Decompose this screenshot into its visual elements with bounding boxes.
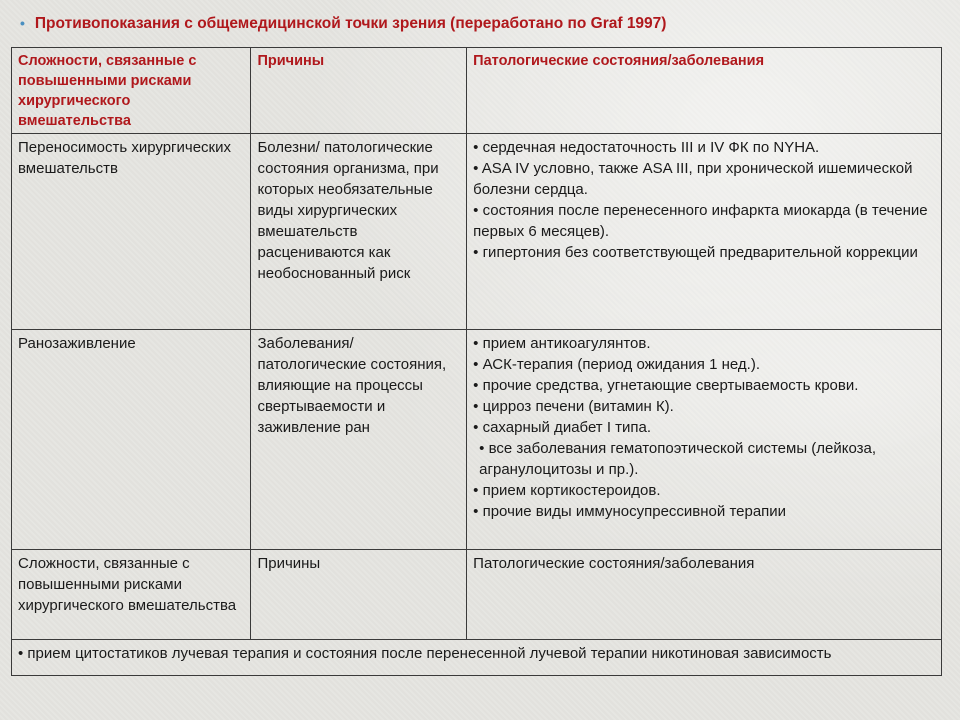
contraindications-table	[11, 47, 942, 676]
slide-title	[20, 14, 940, 34]
list-item: • сердечная недостаточность III и IV ФК по NYHA.	[473, 139, 820, 156]
list-item: • прочие средства, угнетающие свертываемость крови.	[473, 377, 859, 394]
list-item: • гипертония без соответствующей предварительной коррекции	[473, 244, 918, 261]
header-causes: Причины	[251, 48, 467, 134]
cell-conditions	[467, 134, 942, 330]
list-item: • состояния после перенесенного инфаркта миокарда (в течение первых 6 месяцев).	[473, 202, 928, 240]
list-item: • прием кортикостероидов.	[473, 482, 661, 499]
cell-cause: Болезни/ патологические состояния организма, при которых необязательные виды хирургических вмешательств расцениваются как необоснованный риск	[251, 134, 467, 330]
table-row	[12, 550, 942, 640]
table-footer-row	[12, 640, 942, 676]
list-item: • все заболевания гематопоэтической системы (лейкоза, агранулоцитозы и пр.).	[479, 440, 877, 478]
title-text: Противопоказания с общемедицинской точки зрения (переработано по Graf 1997)	[34, 15, 667, 32]
header-complications: Сложности, связанные с повышенными рисками хирургического вмешательства	[12, 48, 251, 134]
title-bullet: •	[20, 15, 25, 31]
cell-complication: Переносимость хирургических вмешательств	[12, 134, 251, 330]
cell-cause: Причины	[251, 550, 467, 640]
list-item: • прием антикоагулянтов.	[473, 335, 651, 352]
header-conditions: Патологические состояния/заболевания	[467, 48, 942, 134]
list-item: • сахарный диабет I типа.	[473, 419, 652, 436]
cell-cause: Заболевания/ патологические состояния, влияющие на процессы свертываемости и заживление ран	[251, 330, 467, 550]
table-row	[12, 134, 942, 330]
list-item: • АСК-терапия (период ожидания 1 нед.).	[473, 356, 760, 373]
cell-conditions	[467, 330, 942, 550]
cell-complication: Сложности, связанные с повышенными рисками хирургического вмешательства	[12, 550, 251, 640]
table-row	[12, 330, 942, 550]
cell-conditions	[467, 550, 942, 640]
list-item: • цирроз печени (витамин К).	[473, 398, 674, 415]
list-item: Патологические состояния/заболевания	[473, 555, 755, 572]
list-item: • прочие виды иммуносупрессивной терапии	[473, 503, 787, 520]
table-header-row	[12, 48, 942, 134]
list-item: • ASA IV условно, также ASA III, при хронической ишемической болезни сердца.	[473, 160, 913, 198]
cell-complication: Ранозаживление	[12, 330, 251, 550]
footer-note: • прием цитостатиков лучевая терапия и состояния после перенесенной лучевой терапии никотиновая зависимость	[12, 640, 942, 676]
